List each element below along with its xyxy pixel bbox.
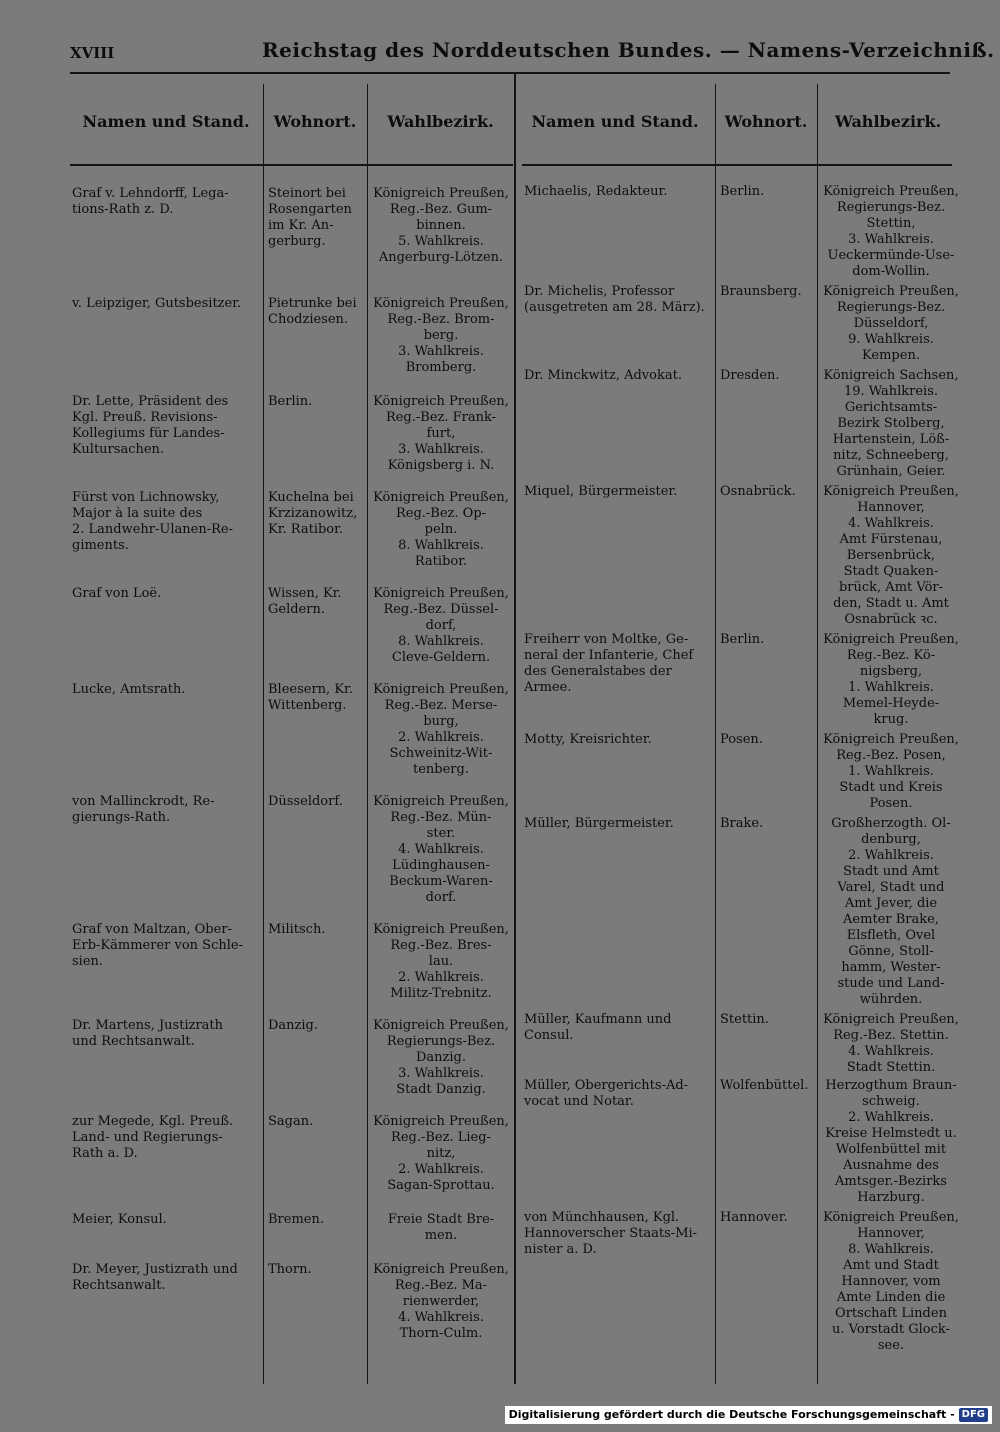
- member-name: Graf von Loë.: [72, 586, 162, 601]
- member-name: Motty, Kreisrichter.: [524, 732, 652, 747]
- member-name: Müller, Kaufmann und Consul.: [524, 1012, 672, 1043]
- column-divider: [715, 84, 716, 1384]
- member-name: Michaelis, Redakteur.: [524, 184, 668, 199]
- member-name: Fürst von Lichnowsky, Major à la suite des 2. Landwehr-Ulanen-Re- giments.: [72, 490, 233, 553]
- member-wohnort: Kuchelna bei Krzizanowitz, Kr. Ratibor.: [268, 490, 358, 537]
- member-name: Freiherr von Moltke, Ge- neral der Infanterie, Chef des Generalstabes der Armee.: [524, 632, 694, 695]
- member-wahlbezirk: Königreich Preußen, Reg.-Bez. Stettin. 4. Wahlkreis. Stadt Stettin.: [823, 1012, 959, 1075]
- member-wohnort: Berlin.: [720, 184, 765, 199]
- member-wohnort: Militsch.: [268, 922, 326, 937]
- member-wahlbezirk: Königreich Preußen, Reg.-Bez. Düssel- dorf, 8. Wahlkreis. Cleve-Geldern.: [373, 586, 509, 665]
- member-wohnort: Berlin.: [268, 394, 313, 409]
- member-wahlbezirk: Königreich Preußen, Reg.-Bez. Bres- lau. 2. Wahlkreis. Militz-Trebnitz.: [373, 922, 509, 1001]
- member-name: Graf von Maltzan, Ober- Erb-Kämmerer von Schle- sien.: [72, 922, 243, 969]
- dfg-logo: DFG: [959, 1408, 988, 1422]
- member-name: von Münchhausen, Kgl. Hannoverscher Staats-Mi- nister a. D.: [524, 1210, 698, 1257]
- column-divider: [367, 84, 368, 1384]
- member-wahlbezirk: Königreich Preußen, Reg.-Bez. Kö- nigsberg, 1. Wahlkreis. Memel-Heyde- krug.: [823, 632, 959, 727]
- member-wahlbezirk: Königreich Preußen, Hannover, 8. Wahlkreis. Amt und Stadt Hannover, vom Amte Linden die Ortschaft Linden u. Vorstadt Glock- see.: [823, 1210, 959, 1353]
- member-wohnort: Bremen.: [268, 1212, 324, 1227]
- column-header-wahlbezirk: Wahlbezirk.: [834, 112, 942, 131]
- member-name: Meier, Konsul.: [72, 1212, 167, 1227]
- footer-text: Digitalisierung gefördert durch die Deutsche Forschungsgemeinschaft -: [508, 1408, 955, 1421]
- member-wohnort: Steinort bei Rosengarten im Kr. An- gerburg.: [268, 186, 352, 249]
- member-name: Miquel, Bürgermeister.: [524, 484, 678, 499]
- member-name: von Mallinckrodt, Re- gierungs-Rath.: [72, 794, 215, 825]
- member-wohnort: Pietrunke bei Chodziesen.: [268, 296, 357, 327]
- member-name: Graf v. Lehndorff, Lega- tions-Rath z. D.: [72, 186, 229, 217]
- member-wohnort: Osnabrück.: [720, 484, 796, 499]
- member-wahlbezirk: Königreich Preußen, Reg.-Bez. Brom- berg. 3. Wahlkreis. Bromberg.: [373, 296, 509, 375]
- member-name: Müller, Bürgermeister.: [524, 816, 674, 831]
- member-wohnort: Bleesern, Kr. Wittenberg.: [268, 682, 353, 713]
- member-wohnort: Berlin.: [720, 632, 765, 647]
- member-name: Dr. Michelis, Professor (ausgetreten am 28. März).: [524, 284, 705, 315]
- column-header-wohnort: Wohnort.: [724, 112, 808, 131]
- member-wohnort: Posen.: [720, 732, 763, 747]
- member-wahlbezirk: Königreich Preußen, Reg.-Bez. Ma- rienwerder, 4. Wahlkreis. Thorn-Culm.: [373, 1262, 509, 1341]
- member-wahlbezirk: Freie Stadt Bre- men.: [387, 1212, 495, 1243]
- member-wahlbezirk: Königreich Preußen, Regierungs-Bez. Danzig. 3. Wahlkreis. Stadt Danzig.: [373, 1018, 509, 1097]
- column-header-names: Namen und Stand.: [82, 112, 250, 131]
- column-header-names: Namen und Stand.: [531, 112, 699, 131]
- header-bottom-rule: [522, 164, 952, 166]
- center-divider: [514, 74, 516, 1384]
- member-wohnort: Braunsberg.: [720, 284, 802, 299]
- member-name: Dr. Martens, Justizrath und Rechtsanwalt.: [72, 1018, 224, 1049]
- member-wahlbezirk: Königreich Preußen, Hannover, 4. Wahlkreis. Amt Fürstenau, Bersenbrück, Stadt Quaken- brück, Amt Vör- den, Stadt u. Amt Osnabrück ꝛc.: [823, 484, 959, 627]
- member-wahlbezirk: Königreich Preußen, Reg.-Bez. Merse- burg, 2. Wahlkreis. Schweinitz-Wit- tenberg.: [373, 682, 509, 777]
- header-bottom-rule: [70, 164, 513, 166]
- member-wahlbezirk: Großherzogth. Ol- denburg, 2. Wahlkreis. Stadt und Amt Varel, Stadt und Amt Jever, die Aemter Brake, Elsfleth, Ovel Gönne, Stoll- hamm, Wester- stude und Land- wührden.: [831, 816, 951, 1007]
- member-wahlbezirk: Königreich Preußen, Reg.-Bez. Gum- binnen. 5. Wahlkreis. Angerburg-Lötzen.: [373, 186, 509, 265]
- member-wohnort: Stettin.: [720, 1012, 769, 1027]
- column-header-wahlbezirk: Wahlbezirk.: [387, 112, 494, 131]
- column-divider: [263, 84, 264, 1384]
- member-name: v. Leipziger, Gutsbesitzer.: [72, 296, 242, 311]
- member-wahlbezirk: Königreich Sachsen, 19. Wahlkreis. Gerichtsamts- Bezirk Stolberg, Hartenstein, Löß- nitz, Schneeberg, Grünhain, Geier.: [823, 368, 959, 479]
- member-name: Dr. Lette, Präsident des Kgl. Preuß. Revisions- Kollegiums für Landes- Kultursachen.: [72, 394, 229, 457]
- member-wahlbezirk: Königreich Preußen, Regierungs-Bez. Stettin, 3. Wahlkreis. Ueckermünde-Use- dom-Wollin.: [823, 184, 959, 279]
- header-rule: [70, 72, 950, 74]
- member-name: Dr. Meyer, Justizrath und Rechtsanwalt.: [72, 1262, 238, 1293]
- member-wahlbezirk: Königreich Preußen, Reg.-Bez. Op- peln. 8. Wahlkreis. Ratibor.: [373, 490, 509, 569]
- member-wohnort: Thorn.: [268, 1262, 312, 1277]
- member-wahlbezirk: Herzogthum Braun- schweig. 2. Wahlkreis. Kreise Helmstedt u. Wolfenbüttel mit Ausnahme des Amtsger.-Bezirks Harzburg.: [825, 1078, 957, 1205]
- member-wahlbezirk: Königreich Preußen, Reg.-Bez. Frank- furt, 3. Wahlkreis. Königsberg i. N.: [373, 394, 509, 473]
- member-name: zur Megede, Kgl. Preuß. Land- und Regierungs- Rath a. D.: [72, 1114, 234, 1161]
- member-wohnort: Wissen, Kr. Geldern.: [268, 586, 342, 617]
- member-name: Lucke, Amtsrath.: [72, 682, 186, 697]
- member-wohnort: Dresden.: [720, 368, 780, 383]
- member-wohnort: Wolfenbüttel.: [720, 1078, 809, 1093]
- page-title: Reichstag des Norddeutschen Bundes. — Namens-Verzeichniß.: [262, 38, 995, 62]
- member-name: Müller, Obergerichts-Ad- vocat und Notar.: [524, 1078, 689, 1109]
- member-wohnort: Hannover.: [720, 1210, 788, 1225]
- member-name: Dr. Minckwitz, Advokat.: [524, 368, 682, 383]
- member-wahlbezirk: Königreich Preußen, Reg.-Bez. Posen, 1. Wahlkreis. Stadt und Kreis Posen.: [823, 732, 959, 811]
- member-wahlbezirk: Königreich Preußen, Regierungs-Bez. Düsseldorf, 9. Wahlkreis. Kempen.: [823, 284, 959, 363]
- member-wahlbezirk: Königreich Preußen, Reg.-Bez. Mün- ster. 4. Wahlkreis. Lüdinghausen- Beckum-Waren- dorf.: [373, 794, 509, 905]
- page-number: XVIII: [70, 44, 115, 62]
- member-wohnort: Sagan.: [268, 1114, 314, 1129]
- member-wahlbezirk: Königreich Preußen, Reg.-Bez. Lieg- nitz, 2. Wahlkreis. Sagan-Sprottau.: [373, 1114, 509, 1193]
- member-wohnort: Düsseldorf.: [268, 794, 343, 809]
- column-divider: [817, 84, 818, 1384]
- member-wohnort: Brake.: [720, 816, 764, 831]
- footer-credit: [505, 1406, 992, 1424]
- member-wohnort: Danzig.: [268, 1018, 319, 1033]
- column-header-wohnort: Wohnort.: [273, 112, 357, 131]
